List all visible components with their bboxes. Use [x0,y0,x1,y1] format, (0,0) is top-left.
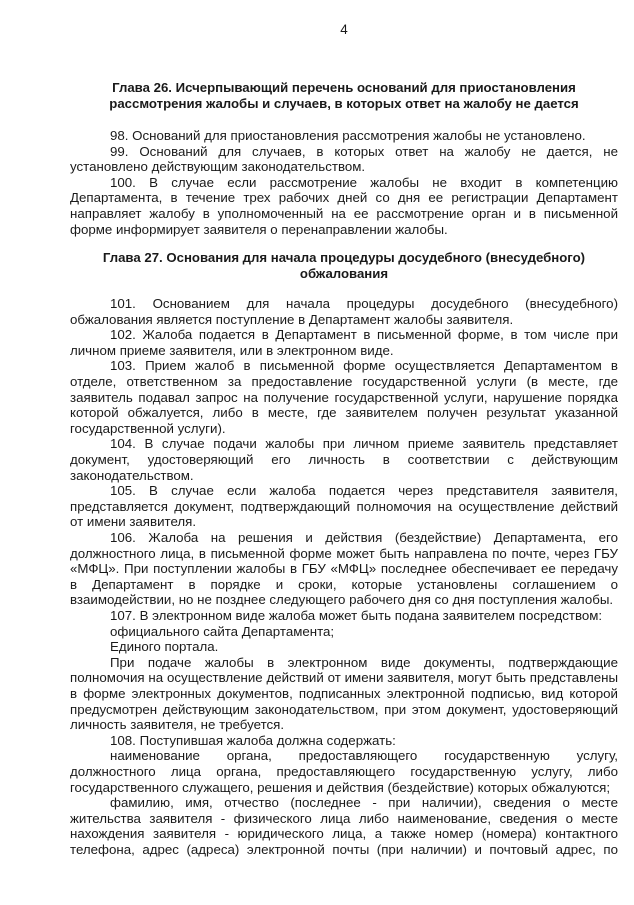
text-line: должностного лица органа, предоставляющего государственную услугу, либо [70,763,618,779]
text-line: 104. В случае подачи жалобы при личном приеме заявитель представляет [110,436,618,452]
paragraph-100 [70,175,618,237]
paragraph-108-item-2 [70,795,618,857]
text-line: наименование органа, предоставляющего государственную услугу, [110,748,618,764]
paragraph-107 [70,608,618,624]
text-line: Единого портала. [110,639,219,655]
paragraph-107-item-1 [70,624,618,640]
text-line: предусмотрен действующим законодательством, при этом документ, удостоверяющий [70,701,618,717]
paragraph-98 [70,128,618,144]
text-line: При подаче жалобы в электронном виде документы, подтверждающие [110,654,618,670]
text-line: документ, удостоверяющий его личность в соответствии с действующим [70,451,618,467]
text-line: от имени заявителя. [70,514,197,530]
paragraph-108-item-1 [70,748,618,795]
text-line: 107. В электронном виде жалоба может быть подана заявителем посредством: [110,608,603,623]
text-line: обжалования является поступление в Департамент жалобы заявителя. [70,311,514,327]
paragraph-99 [70,144,618,175]
text-line: которой обжалуется, либо в месте, где заявителем получен результат указанной [70,405,618,421]
text-line: Департамента, в течение трех рабочих дней со дня ее регистрации Департамент [70,190,618,206]
paragraph-102 [70,327,618,358]
paragraph-108 [70,733,618,749]
text-line: государственной услуги). [70,420,226,436]
text-line: личном приеме заявителя, или в электронном виде. [70,342,394,358]
text-line: личность заявителя, не требуется. [70,717,285,733]
text-line: государственного служащего, решения и действия (бездействие) которых обжалуются; [70,779,611,795]
text-line: полномочия на осуществление действий от имени заявителя, могут быть представлены [70,670,618,686]
paragraph-107-text [70,655,618,733]
text-line: фамилию, имя, отчество (последнее - при наличии), сведения о месте [110,795,618,811]
chapter-27-title [70,250,618,282]
text-line: 101. Основанием для начала процедуры досудебного (внесудебного) [110,296,618,311]
text-line: 108. Поступившая жалоба должна содержать: [110,732,396,748]
text-line: 98. Оснований для приостановления рассмотрения жалобы не установлено. [110,128,586,143]
text-line: взаимодействии, но не позднее следующего рабочего дня со дня поступления жалобы. [70,592,614,608]
chapter-26-title [70,80,618,112]
text-line: 103. Прием жалоб в письменной форме осуществляется Департаментом в [110,358,618,374]
text-line: телефона, адрес (адреса) электронной почты (при наличии) и почтовый адрес, по [70,841,618,857]
text-line: в форме электронных документов, подписанных электронной подписью, вид которой [70,685,618,701]
text-line: 99. Оснований для случаев, в которых ответ на жалобу не дается, не [110,143,618,159]
chapter-26-title-line: рассмотрения жалобы и случаев, в которых ответ на жалобу не дается [109,96,579,111]
paragraph-106 [70,530,618,608]
text-line: представляется документ, подтверждающий полномочия на осуществление действий [70,498,618,514]
text-line: 100. В случае если рассмотрение жалобы не входит в компетенцию [110,174,618,190]
text-line: законодательством. [70,467,194,483]
paragraph-104 [70,436,618,483]
paragraph-101 [70,296,618,327]
text-line: 105. В случае если жалоба подается через представителя заявителя, [110,483,618,499]
text-line: 102. Жалоба подается в Департамент в письменной форме, в том числе при [110,327,618,343]
paragraph-105 [70,483,618,530]
chapter-27-title-line: Глава 27. Основания для начала процедуры досудебного (внесудебного) [102,250,586,265]
text-line: «МФЦ». При поступлении жалобы в ГБУ «МФЦ» последнее обеспечивает ее передачу [70,561,618,577]
chapter-27-title-line: обжалования [299,266,389,281]
text-line: нахождения заявителя - юридического лица, а также номер (номера) контактного [70,826,618,842]
page-number: 4 [340,22,348,37]
text-line: должностного лица, в письменной форме может быть направлена по почте, через ГБУ [70,545,618,561]
text-line: отделе, ответственном за предоставление государственной услуги (в месте, где [70,373,618,389]
text-line: направляет жалобу в уполномоченный на ее рассмотрение орган и в письменной [70,205,618,221]
paragraph-107-item-2 [70,639,618,655]
text-line: в Департамент в порядке и сроки, которые установлены соглашением о [70,576,618,592]
text-line: заявитель подавал запрос на получение государственной услуги, нарушение порядка [70,389,618,405]
text-line: жительства заявителя - физического лица либо наименование, сведения о месте [70,810,618,826]
document-page [70,0,618,905]
text-line: установлено действующим законодательством. [70,159,366,175]
text-line: форме информирует заявителя о перенаправлении жалобы. [70,221,448,237]
text-line: 106. Жалоба на решения и действия (бездействие) Департамента, его [110,530,618,545]
text-line: официального сайта Департамента; [110,623,335,639]
chapter-26-title-line: Глава 26. Исчерпывающий перечень оснований для приостановления [112,80,576,95]
paragraph-103 [70,358,618,436]
